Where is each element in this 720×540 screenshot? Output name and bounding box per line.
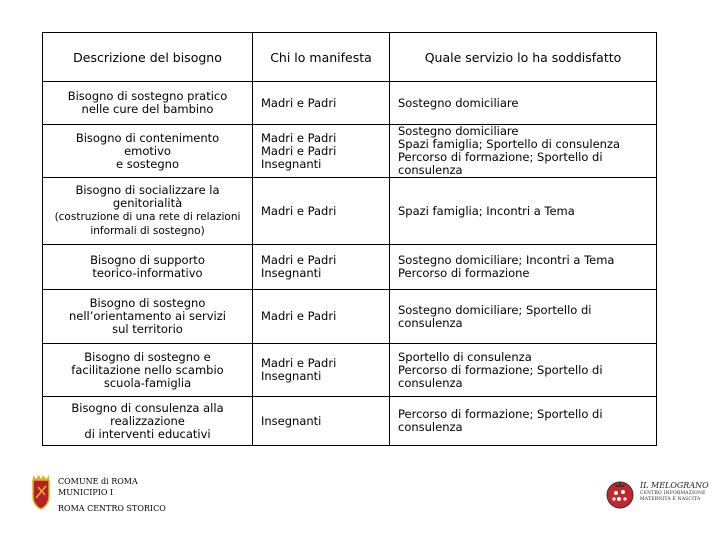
melograno-line1: CENTRO INFORMAZIONE [640, 491, 706, 496]
header-who: Chi lo manifesta [253, 33, 390, 82]
header-need: Descrizione del bisogno [43, 33, 253, 82]
table-row [43, 245, 657, 290]
table-header-row [43, 33, 657, 82]
service-cell: Sostegno domiciliare; Sportello di consulenza [390, 290, 657, 344]
need-cell: Bisogno di sostegno e facilitazione nello scambio scuola-famiglia [43, 344, 253, 397]
table-row [43, 397, 657, 446]
service-cell: Sostegno domiciliare [390, 82, 657, 125]
service-cell: Sostegno domiciliare; Incontri a Tema Percorso di formazione [390, 245, 657, 290]
table-row [43, 290, 657, 344]
service-cell: Spazi famiglia; Incontri a Tema [390, 178, 657, 245]
needs-table [42, 32, 657, 446]
need-cell: Bisogno di supporto teorico-informativo [43, 245, 253, 290]
table-row [43, 125, 657, 178]
table-row [43, 178, 657, 245]
need-text: Bisogno di socializzare la genitorialità [75, 183, 220, 210]
who-cell: Madri e Padri [253, 290, 390, 344]
who-cell: Madri e Padri [253, 82, 390, 125]
service-cell: Sostegno domiciliare Spazi famiglia; Sportello di consulenza Percorso di formazione; Sportello di consulenza [390, 125, 657, 178]
municipality-name: COMUNE di ROMA [58, 477, 138, 486]
municipality-area: ROMA CENTRO STORICO [58, 504, 166, 513]
need-cell: Bisogno di contenimento emotivo e sostegno [43, 125, 253, 178]
need-cell [43, 178, 253, 245]
melograno-caption [640, 481, 709, 503]
header-service: Quale servizio lo ha soddisfatto [390, 33, 657, 82]
who-cell: Madri e Padri Madri e Padri Insegnanti [253, 125, 390, 178]
who-cell: Madri e Padri Insegnanti [253, 245, 390, 290]
table-row [43, 82, 657, 125]
service-cell: Percorso di formazione; Sportello di consulenza [390, 397, 657, 446]
table-row [43, 344, 657, 397]
pomegranate-logo-icon [604, 478, 636, 510]
who-cell: Madri e Padri Insegnanti [253, 344, 390, 397]
need-cell: Bisogno di consulenza alla realizzazione di interventi educativi [43, 397, 253, 446]
need-subtext: (costruzione di una rete di relazioni informali di sostegno) [54, 211, 241, 237]
municipality-district: MUNICIPIO I [58, 488, 114, 497]
who-cell: Madri e Padri [253, 178, 390, 245]
need-cell: Bisogno di sostegno pratico nelle cure del bambino [43, 82, 253, 125]
municipality-caption [58, 476, 166, 514]
who-cell: Insegnanti [253, 397, 390, 446]
need-cell: Bisogno di sostegno nell’orientamento ai servizi sul territorio [43, 290, 253, 344]
melograno-line2: MATERNITÀ E NASCITA [640, 497, 701, 502]
rome-coat-of-arms-icon [30, 474, 52, 510]
melograno-title: IL MELOGRANO [640, 481, 709, 490]
service-cell: Sportello di consulenza Percorso di formazione; Sportello di consulenza [390, 344, 657, 397]
